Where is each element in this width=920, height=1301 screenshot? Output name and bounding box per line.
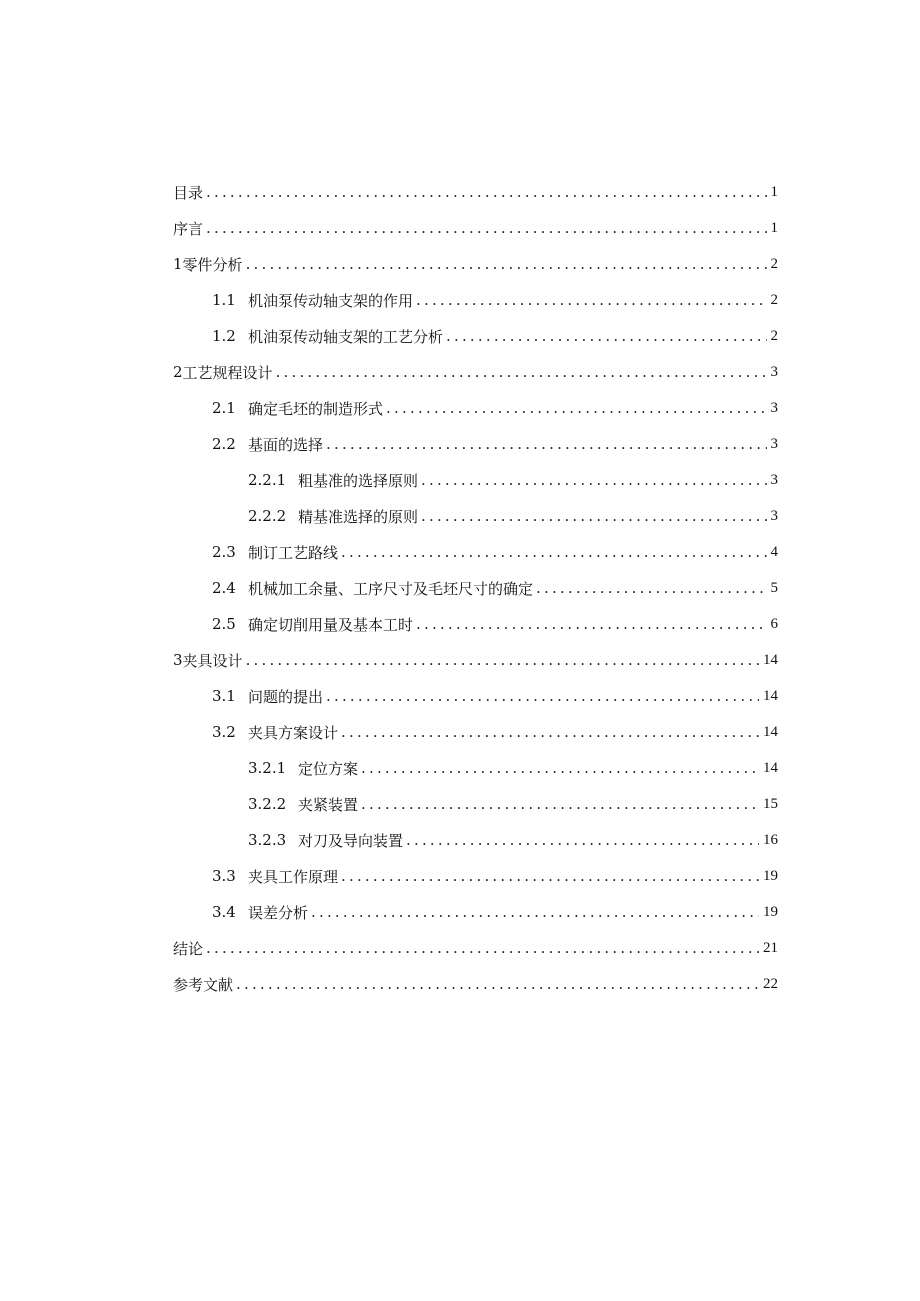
dot-leader: [361, 795, 759, 813]
toc-entry-title: 夹具设计: [182, 651, 243, 670]
toc-entry-number: 3.2.3: [248, 831, 287, 849]
toc-entry-number: 3.1: [212, 687, 236, 705]
toc-entry[interactable]: [173, 390, 778, 426]
toc-entry-title: 结论: [173, 939, 204, 958]
toc-entry[interactable]: [173, 642, 778, 678]
dot-leader: [276, 363, 767, 381]
toc-entry-number: 2.4: [212, 579, 236, 597]
toc-entry-title: 机油泵传动轴支架的工艺分析: [248, 327, 444, 346]
toc-entry-number: 3.2: [212, 723, 236, 741]
dot-leader: [206, 219, 766, 237]
toc-entry-number: 2.2.2: [248, 507, 287, 525]
toc-entry-title: 定位方案: [298, 759, 359, 778]
toc-entry-page-number: 16: [763, 831, 778, 848]
dot-leader: [341, 543, 766, 561]
toc-entry-page-number: 21: [763, 939, 778, 956]
toc-entry-number: 3.3: [212, 867, 236, 885]
table-of-contents: [173, 174, 778, 1002]
toc-entry-page-number: 22: [763, 975, 778, 992]
toc-entry-title: 序言: [173, 219, 204, 238]
toc-entry-page-number: 14: [763, 723, 778, 740]
toc-entry[interactable]: [173, 858, 778, 894]
toc-entry[interactable]: [173, 534, 778, 570]
toc-entry-page-number: 14: [763, 651, 778, 668]
toc-entry-title: 制订工艺路线: [248, 543, 339, 562]
toc-entry[interactable]: [173, 678, 778, 714]
toc-entry-page-number: 6: [770, 615, 778, 632]
toc-entry-number: 3: [173, 651, 183, 669]
dot-leader: [446, 327, 766, 345]
toc-entry-page-number: 14: [763, 687, 778, 704]
toc-entry[interactable]: [173, 606, 778, 642]
dot-leader: [386, 399, 766, 417]
toc-entry[interactable]: [173, 966, 778, 1002]
toc-entry-title: 对刀及导向装置: [298, 831, 404, 850]
dot-leader: [421, 507, 766, 525]
dot-leader: [406, 831, 759, 849]
toc-entry-number: 1: [173, 255, 183, 273]
toc-entry-number: 2.2.1: [248, 471, 287, 489]
dot-leader: [341, 867, 759, 885]
toc-entry-page-number: 15: [763, 795, 778, 812]
dot-leader: [536, 579, 766, 597]
toc-entry-title: 确定毛坯的制造形式: [248, 399, 384, 418]
toc-entry[interactable]: [173, 318, 778, 354]
toc-entry-page-number: 19: [763, 867, 778, 884]
toc-entry-number: 2.3: [212, 543, 236, 561]
toc-entry-title: 夹具工作原理: [248, 867, 339, 886]
toc-entry[interactable]: [173, 786, 778, 822]
toc-entry-title: 粗基准的选择原则: [298, 471, 419, 490]
toc-entry-title: 夹具方案设计: [248, 723, 339, 742]
dot-leader: [311, 903, 759, 921]
toc-entry-title: 目录: [173, 183, 204, 202]
toc-entry-number: 1.1: [212, 291, 236, 309]
toc-entry-title: 基面的选择: [248, 435, 324, 454]
toc-entry-title: 误差分析: [248, 903, 309, 922]
toc-entry[interactable]: [173, 210, 778, 246]
toc-entry-title: 机械加工余量、工序尺寸及毛坯尺寸的确定: [248, 579, 534, 598]
dot-leader: [416, 291, 766, 309]
toc-entry[interactable]: [173, 174, 778, 210]
toc-entry-page-number: 3: [770, 399, 778, 416]
dot-leader: [416, 615, 766, 633]
toc-entry-number: 2: [173, 363, 183, 381]
toc-entry[interactable]: [173, 282, 778, 318]
dot-leader: [246, 651, 759, 669]
toc-entry-page-number: 3: [770, 435, 778, 452]
toc-entry-page-number: 5: [770, 579, 778, 596]
toc-entry-page-number: 1: [770, 219, 778, 236]
toc-entry-page-number: 2: [770, 327, 778, 344]
toc-entry-title: 确定切削用量及基本工时: [248, 615, 414, 634]
toc-entry-number: 2.1: [212, 399, 236, 417]
dot-leader: [206, 939, 759, 957]
toc-entry[interactable]: [173, 246, 778, 282]
toc-entry-number: 2.2: [212, 435, 236, 453]
toc-entry-number: 2.5: [212, 615, 236, 633]
toc-entry[interactable]: [173, 354, 778, 390]
toc-entry-page-number: 2: [770, 255, 778, 272]
dot-leader: [236, 975, 759, 993]
toc-entry-page-number: 4: [770, 543, 778, 560]
toc-entry-page-number: 3: [770, 363, 778, 380]
toc-entry[interactable]: [173, 570, 778, 606]
dot-leader: [206, 183, 766, 201]
toc-entry-title: 精基准选择的原则: [298, 507, 419, 526]
toc-entry-title: 夹紧装置: [298, 795, 359, 814]
toc-entry-number: 3.4: [212, 903, 236, 921]
toc-entry[interactable]: [173, 498, 778, 534]
toc-entry-page-number: 3: [770, 507, 778, 524]
toc-entry[interactable]: [173, 426, 778, 462]
toc-entry-title: 机油泵传动轴支架的作用: [248, 291, 414, 310]
dot-leader: [246, 255, 767, 273]
toc-entry-number: 1.2: [212, 327, 236, 345]
dot-leader: [326, 435, 766, 453]
toc-entry-page-number: 19: [763, 903, 778, 920]
toc-entry-page-number: 1: [770, 183, 778, 200]
toc-entry-page-number: 14: [763, 759, 778, 776]
toc-entry[interactable]: [173, 822, 778, 858]
dot-leader: [421, 471, 766, 489]
toc-entry-title: 工艺规程设计: [182, 363, 273, 382]
toc-entry-page-number: 3: [770, 471, 778, 488]
toc-entry-page-number: 2: [770, 291, 778, 308]
toc-entry-title: 问题的提出: [248, 687, 324, 706]
dot-leader: [341, 723, 759, 741]
toc-entry-number: 3.2.1: [248, 759, 287, 777]
toc-entry-title: 零件分析: [182, 255, 243, 274]
dot-leader: [326, 687, 759, 705]
toc-entry[interactable]: [173, 750, 778, 786]
toc-entry[interactable]: [173, 714, 778, 750]
toc-entry-title: 参考文献: [173, 975, 234, 994]
toc-entry[interactable]: [173, 930, 778, 966]
toc-entry[interactable]: [173, 894, 778, 930]
dot-leader: [361, 759, 759, 777]
toc-entry-number: 3.2.2: [248, 795, 287, 813]
toc-entry[interactable]: [173, 462, 778, 498]
